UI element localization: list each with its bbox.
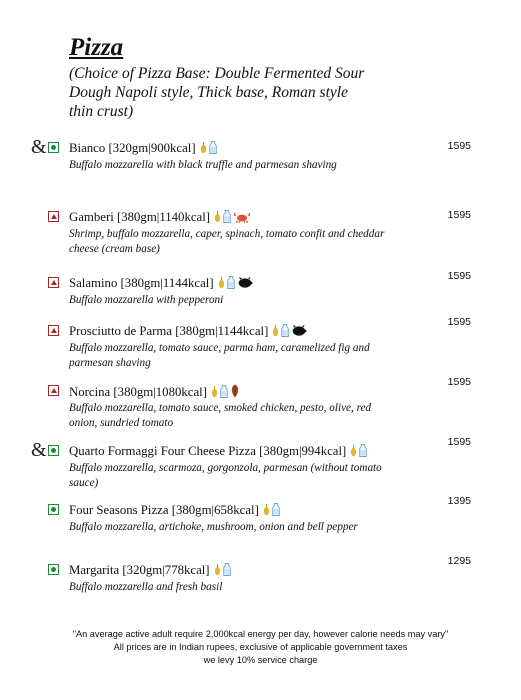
milk-icon: [223, 210, 231, 227]
wheat-icon: [214, 564, 221, 580]
menu-item-name-text: Quarto Formaggi Four Cheese Pizza [380gm|994kcal]: [69, 444, 347, 458]
menu-section-title: Pizza: [69, 34, 124, 61]
allergen-icons: [214, 563, 233, 580]
menu-item-description: Buffalo mozzarella, tomato sauce, smoked chicken, pesto, olive, red onion, sundried tomato: [69, 402, 372, 429]
allergen-icons: [200, 141, 219, 158]
non-veg-icon: [48, 277, 59, 288]
menu-item-description: Buffalo mozzarella, artichoke, mushroom, onion and bell pepper: [69, 521, 358, 533]
pork-icon: [291, 324, 307, 341]
wheat-icon: [218, 277, 225, 293]
milk-icon: [220, 385, 228, 402]
menu-item-name-text: Norcina [380gm|1080kcal]: [69, 385, 207, 399]
menu-item-description: Buffalo mozzarella with pepperoni: [69, 294, 224, 306]
menu-item-price: 1595: [447, 436, 471, 448]
wheat-icon: [350, 445, 357, 461]
veg-icon: [48, 445, 59, 456]
menu-item-price: 1595: [447, 209, 471, 221]
allergen-icons: [214, 210, 253, 227]
allergen-icons: [350, 444, 369, 461]
veg-icon: [48, 564, 59, 575]
menu-item-name: [69, 503, 282, 520]
menu-item-name: [69, 276, 255, 293]
menu-item-name-text: Four Seasons Pizza [380gm|658kcal]: [69, 503, 259, 517]
menu-item-description: Shrimp, buffalo mozzarella, caper, spinach, tomato confit and cheddar cheese (cream base): [69, 228, 385, 255]
non-veg-icon: [48, 385, 59, 396]
menu-item-name-text: Salamino [380gm|1144kcal]: [69, 276, 214, 290]
wheat-icon: [272, 325, 279, 341]
allergen-icons: [211, 384, 242, 402]
service-charge-note: we levy 10% service charge: [203, 655, 318, 665]
pizza-base-note: (Choice of Pizza Base: Double Fermented Sour Dough Napoli style, Thick base, Roman style thin crust): [69, 65, 365, 120]
wheat-icon: [211, 386, 218, 402]
menu-item-name-text: Bianco [320gm|900kcal]: [69, 141, 196, 155]
menu-item-description: Buffalo mozzarella and fresh basil: [69, 581, 223, 593]
menu-item-name: [69, 563, 233, 580]
milk-icon: [227, 276, 235, 293]
menu-item-name-text: Gamberi [380gm|1140kcal]: [69, 210, 211, 224]
price-note: All prices are in Indian rupees, exclusive of applicable government taxes: [113, 642, 408, 652]
menu-item-price: 1595: [447, 270, 471, 282]
calorie-note: "An average active adult require 2,000kcal energy per day, however calorie needs may vary": [72, 629, 449, 639]
milk-icon: [223, 563, 231, 580]
allergen-icons: [263, 503, 282, 520]
milk-icon: [281, 324, 289, 341]
menu-item-price: 1595: [447, 376, 471, 388]
menu-item-name-text: Prosciutto de Parma [380gm|1144kcal]: [69, 324, 269, 338]
non-veg-icon: [48, 211, 59, 222]
jain-icon: &: [31, 439, 47, 461]
menu-item-name-text: Margarita [320gm|778kcal]: [69, 563, 210, 577]
menu-item-price: 1295: [447, 555, 471, 567]
menu-item-description: Buffalo mozzarella, tomato sauce, parma ham, caramelized fig and parmesan shaving: [69, 342, 370, 369]
menu-item-description: Buffalo mozzarella with black truffle and parmesan shaving: [69, 159, 337, 171]
veg-icon: [48, 504, 59, 515]
crustacean-icon: [233, 211, 251, 227]
wheat-icon: [200, 142, 207, 158]
menu-item-description: Buffalo mozzarella, scarmoza, gorgonzola, parmesan (without tomato sauce): [69, 462, 382, 489]
milk-icon: [272, 503, 280, 520]
non-veg-icon: [48, 325, 59, 336]
menu-item-name: [69, 141, 219, 158]
menu-item-name: [69, 384, 242, 402]
wheat-icon: [263, 504, 270, 520]
menu-item-name: [69, 324, 309, 341]
nut-icon: [230, 384, 240, 402]
menu-item-price: 1595: [447, 316, 471, 328]
footer-notes: [0, 628, 521, 667]
jain-icon: &: [31, 136, 47, 158]
pork-icon: [237, 276, 253, 293]
wheat-icon: [214, 211, 221, 227]
milk-icon: [209, 141, 217, 158]
menu-item-name: [69, 210, 253, 227]
menu-item-price: 1595: [447, 140, 471, 152]
menu-item-name: [69, 444, 369, 461]
allergen-icons: [272, 324, 309, 341]
milk-icon: [359, 444, 367, 461]
menu-item-price: 1395: [447, 495, 471, 507]
allergen-icons: [218, 276, 255, 293]
veg-icon: [48, 142, 59, 153]
